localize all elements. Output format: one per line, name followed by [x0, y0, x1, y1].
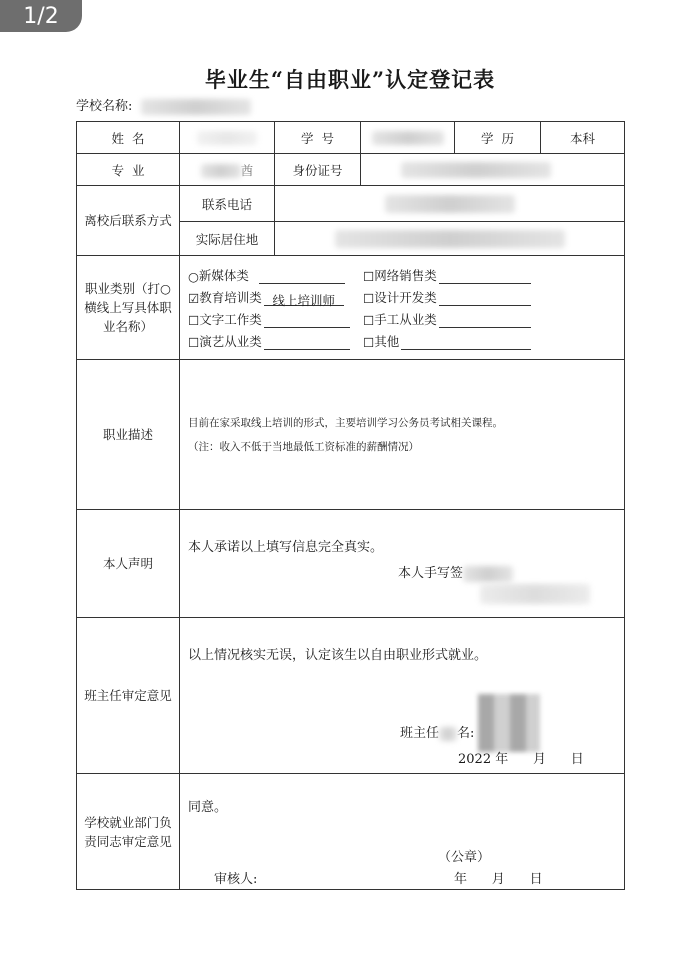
redacted-student-id — [372, 131, 444, 145]
option-fill-line — [439, 269, 531, 284]
school-name-label: 学校名称: — [76, 99, 133, 114]
option-mark-icon: ☐ — [363, 312, 375, 328]
student-id-value — [361, 122, 455, 154]
idcard-label: 身份证号 — [275, 154, 361, 186]
reviewer-label: 审核人: — [214, 872, 258, 887]
name-label: 姓 名 — [77, 122, 180, 154]
education-value: 本科 — [541, 122, 625, 154]
declaration-label: 本人声明 — [77, 510, 180, 618]
teacher-text: 以上情况核实无误，认定该生以自由职业形式就业。 — [188, 648, 488, 663]
row-teacher-review — [77, 618, 625, 774]
option-fill-line — [259, 269, 345, 284]
option-writing[interactable] — [188, 310, 363, 328]
row-major-idcard — [77, 154, 625, 186]
student-id-label: 学 号 — [275, 122, 361, 154]
department-content — [180, 774, 625, 890]
job-type-options — [180, 256, 625, 360]
education-label: 学 历 — [455, 122, 541, 154]
option-new-media[interactable] — [188, 266, 363, 284]
school-name-row — [76, 95, 251, 115]
redacted-teacher-seal — [478, 694, 540, 752]
row-declaration — [77, 510, 625, 618]
registration-table — [76, 121, 625, 890]
department-label: 学校就业部门负责同志审定意见 — [77, 774, 180, 890]
page-indicator: 1/2 — [0, 0, 82, 32]
redacted-signature-mark — [480, 584, 590, 604]
option-other[interactable] — [363, 332, 538, 350]
declaration-signature-row — [398, 562, 513, 582]
description-label: 职业描述 — [77, 360, 180, 510]
address-value — [275, 222, 625, 256]
option-performing[interactable] — [188, 332, 363, 350]
option-label: 网络销售类 — [374, 267, 437, 283]
option-label: 教育培训类 — [199, 289, 262, 305]
option-fill-line — [264, 335, 350, 350]
major-value — [180, 154, 275, 186]
name-value — [180, 122, 275, 154]
option-label: 手工从业类 — [374, 311, 437, 327]
option-education-training[interactable] — [188, 288, 363, 306]
option-label: 演艺从业类 — [199, 333, 262, 349]
option-online-sales[interactable] — [363, 266, 538, 284]
teacher-date: 2022 年 月 日 — [458, 752, 584, 767]
redacted-school-name — [141, 99, 251, 115]
option-fill-line — [439, 291, 531, 306]
option-label: 设计开发类 — [374, 289, 437, 305]
redacted-major — [201, 164, 241, 178]
option-fill-line — [264, 313, 350, 328]
teacher-label: 班主任审定意见 — [77, 618, 180, 774]
department-text: 同意。 — [188, 800, 228, 815]
option-mark-icon: ☐ — [363, 290, 375, 306]
redacted-phone — [385, 195, 515, 213]
option-fill-line — [401, 335, 531, 350]
row-basic-info — [77, 122, 625, 154]
option-mark-icon: ☐ — [188, 334, 200, 350]
teacher-signature-label: 班主任 — [400, 726, 440, 741]
major-suffix: 酋 — [240, 162, 254, 178]
option-mark-icon: ☐ — [188, 312, 200, 328]
idcard-value — [361, 154, 625, 186]
redacted-name — [197, 131, 257, 145]
row-phone — [77, 186, 625, 222]
declaration-text: 本人承诺以上填写信息完全真实。 — [188, 540, 384, 555]
address-label: 实际居住地 — [180, 222, 275, 256]
form-title: 毕业生“自由职业”认定登记表 — [204, 67, 496, 92]
description-note: （注：收入不低于当地最低工资标准的薪酬情况） — [188, 440, 419, 453]
signature-label: 本人手写签 — [398, 566, 464, 581]
row-description — [77, 360, 625, 510]
option-design-dev[interactable] — [363, 288, 538, 306]
description-content — [180, 360, 625, 510]
option-mark-icon: ☐ — [363, 268, 375, 284]
contact-label: 离校后联系方式 — [77, 186, 180, 256]
option-fill-line — [439, 313, 531, 328]
row-department-review — [77, 774, 625, 890]
redacted-address — [335, 230, 565, 248]
option-label: 其他 — [374, 333, 400, 349]
phone-value — [275, 186, 625, 222]
description-text: 目前在家采取线上培训的形式，主要培训学习公务员考试相关课程。 — [188, 416, 503, 429]
redacted-signature — [463, 566, 513, 582]
option-handicraft[interactable] — [363, 310, 538, 328]
department-date: 年 月 日 — [454, 872, 543, 887]
option-mark-icon: ☐ — [363, 334, 375, 350]
option-mark-icon: ○ — [188, 268, 199, 284]
row-job-type — [77, 256, 625, 360]
teacher-signature-row: 班主任 名: — [400, 726, 475, 741]
option-fill-line — [264, 291, 344, 306]
option-label: 文字工作类 — [199, 311, 262, 327]
job-type-label: 职业类别（打○横线上写具体职业名称） — [77, 256, 180, 360]
declaration-content — [180, 510, 625, 618]
teacher-content — [180, 618, 625, 774]
checked-box-icon: ☑ — [188, 290, 200, 306]
redacted-teacher-signature — [439, 727, 457, 741]
option-label: 新媒体类 — [198, 267, 249, 283]
phone-label: 联系电话 — [180, 186, 275, 222]
major-label: 专 业 — [77, 154, 180, 186]
redacted-idcard — [401, 162, 551, 178]
department-seal: （公章） — [438, 850, 491, 865]
filled-occupation: 线上培训师 — [272, 292, 335, 308]
